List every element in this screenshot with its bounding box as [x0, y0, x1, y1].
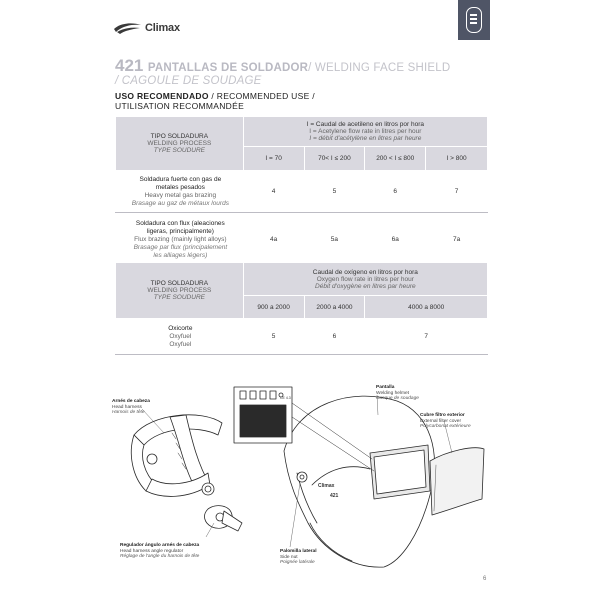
- callout-angle-regulator: Regulador ángulo arnés de cabeza Head harness angle regulator Réglage de l'angle du harnois de tête: [120, 543, 200, 560]
- page-number: 6: [483, 576, 487, 582]
- title-en: / WELDING FACE SHIELD: [308, 62, 451, 74]
- helmet-exploded-diagram: [112, 373, 492, 573]
- row-label: Soldadura fuerte con gas de metales pesados Heavy metal gas brazing Brasage au gaz de métaux lourds: [116, 171, 244, 213]
- title-es: PANTALLAS DE SOLDADOR: [147, 62, 309, 74]
- brand-name: Climax: [145, 22, 180, 34]
- range-header: I = 70: [243, 147, 304, 171]
- callout-filter-cover: Cubre filtro exterior External filter cover Polycarbonat extérieure: [420, 413, 471, 430]
- range-header: 200 < I ≤ 800: [365, 147, 426, 171]
- table-row: [116, 171, 488, 213]
- table-cell: 6a: [365, 213, 426, 267]
- range-header: I > 800: [426, 147, 488, 171]
- use-en: / RECOMMENDED USE /: [208, 91, 315, 101]
- page-title: [115, 56, 495, 87]
- oxygen-flow-header: Caudal de oxígeno en litros por hora Oxygen flow rate in litres per hour Débit d'oxygène en litres par heure: [243, 263, 487, 296]
- table-cell: 6: [304, 319, 365, 355]
- helmet-brand-mark: Climax: [318, 483, 335, 489]
- range-header: 70< I ≤ 200: [304, 147, 365, 171]
- table-cell: 4: [243, 171, 304, 213]
- range-header: 900 a 2000: [243, 296, 304, 319]
- recommended-use-heading: [115, 91, 315, 111]
- row-label: Soldadura con flux (aleaciones ligeras, principalmente) Flux brazing (mainly light alloys) Brasage par flux (principalement les alliages légers): [116, 213, 244, 267]
- table-row: [116, 213, 488, 267]
- acetylene-table: [115, 116, 488, 267]
- helmet-model-mark: 421: [330, 493, 339, 499]
- table-cell: 5: [243, 319, 304, 355]
- list-icon: [466, 7, 482, 33]
- use-es: USO RECOMENDADO: [115, 91, 209, 101]
- use-fr: UTILISATION RECOMMANDÉE: [115, 101, 245, 111]
- row-label: Oxicorte Oxyfuel Oxyfuel: [116, 319, 244, 355]
- table-cell: 7: [365, 319, 488, 355]
- callout-head-harness: Arnés de cabeza Head harness Harnois de tête: [112, 399, 150, 416]
- process-header: TIPO SOLDADURA WELDING PROCESS TYPE SOUDURE: [116, 263, 244, 319]
- title-fr: / CAGOULE DE SOUDAGE: [115, 75, 262, 87]
- acetylene-flow-header: I = Caudal de acetileno en litros por hora I = Acetylene flow rate in litres per hour I = débit d'acétylène en litres par heure: [243, 117, 487, 147]
- table-row: [116, 319, 488, 355]
- climax-swoosh-icon: [112, 22, 142, 34]
- table-cell: 5a: [304, 213, 365, 267]
- table-cell: 7a: [426, 213, 488, 267]
- table-cell: 7: [426, 171, 488, 213]
- panel-mark: CE 4.3: [280, 396, 291, 400]
- model-number: 421: [115, 56, 144, 75]
- callout-side-nut: Palomilla lateral Side nut Poignée latérale: [280, 549, 317, 566]
- oxygen-table: [115, 262, 488, 355]
- range-header: 4000 a 8000: [365, 296, 488, 319]
- filter-cover: [430, 448, 484, 515]
- menu-tab[interactable]: [458, 0, 490, 40]
- callout-helmet: Pantalla Welding helmet Casque de soudage: [376, 385, 419, 402]
- table-cell: 6: [365, 171, 426, 213]
- process-header: TIPO SOLDADURA WELDING PROCESS TYPE SOUDURE: [116, 117, 244, 171]
- table-cell: 5: [304, 171, 365, 213]
- table-cell: 4a: [243, 213, 304, 267]
- brand-logo: [112, 22, 180, 34]
- range-header: 2000 a 4000: [304, 296, 365, 319]
